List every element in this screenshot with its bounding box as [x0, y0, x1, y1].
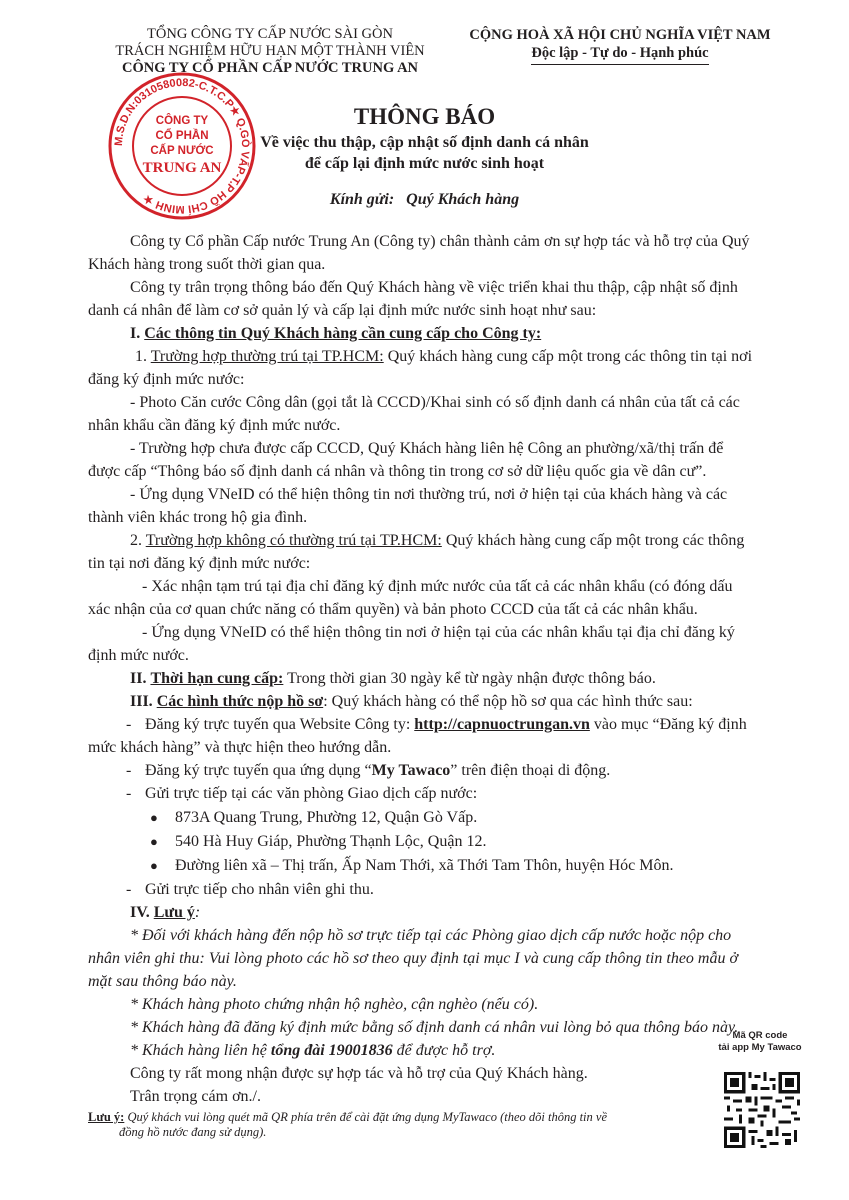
bullet-icon: ● — [150, 810, 158, 825]
parent-company: TỔNG CÔNG TY CẤP NƯỚC SÀI GÒN — [147, 26, 393, 42]
note-1-line-1: * Đối với khách hàng đến nộp hồ sơ trực tiếp tại các Phòng giao dịch cấp nước hoặc nộp cho — [130, 927, 732, 944]
case-2-label: Trường hợp không có thường trú tại TP.HCM: — [145, 532, 442, 549]
section-3-num: III. — [130, 693, 153, 710]
section-2-text: Trong thời gian 30 ngày kể từ ngày nhận được thông báo. — [283, 670, 656, 687]
case-1-item-a-2: nhân khẩu cần đăng ký định mức nước. — [88, 417, 341, 434]
section-3-line — [130, 692, 693, 712]
national-motto: Độc lập - Tự do - Hạnh phúc — [531, 44, 708, 65]
section-1-heading — [130, 324, 541, 344]
qr-caption-2: tải app My Tawaco — [718, 1042, 802, 1053]
section-4-num: IV. — [130, 904, 150, 921]
section-4-title: Lưu ý — [153, 904, 195, 921]
note-2: * Khách hàng photo chứng nhận hộ nghèo, cận nghèo (nếu có). — [130, 996, 539, 1013]
stamp-line-4: TRUNG AN — [142, 160, 222, 176]
case-2-item-a-1: - Xác nhận tạm trú tại địa chỉ đăng ký định mức nước của tất cả các nhân khẩu (có đóng dấu — [142, 578, 733, 595]
note-4 — [130, 1041, 495, 1061]
method-1-dash: - — [126, 716, 132, 733]
section-4-colon: : — [194, 904, 201, 921]
case-1-item-c-2: thành viên khác trong hộ gia đình. — [88, 509, 308, 526]
method-2-dash: - — [126, 762, 132, 779]
closing-2: Trân trọng cám ơn./. — [130, 1088, 261, 1105]
method-1-line-2: mức khách hàng” và thực hiện theo hướng dẫn. — [88, 739, 392, 756]
case-1-item-a-1: - Photo Căn cước Công dân (gọi tắt là CCCD)/Khai sinh có số định danh cá nhân của tất cả các — [130, 394, 740, 411]
case-1-line — [135, 347, 752, 367]
office-3: Đường liên xã – Thị trấn, Ấp Nam Thới, xã Thới Tam Thôn, huyện Hóc Môn. — [175, 857, 674, 874]
footer-label: Lưu ý: — [88, 1110, 125, 1124]
qr-code-icon[interactable] — [724, 1072, 800, 1148]
stamp-line-1: CÔNG TY — [155, 115, 209, 127]
header-right — [455, 26, 785, 65]
note-4-post: để được hỗ trợ. — [392, 1042, 496, 1059]
case-2-line — [130, 531, 744, 551]
company-name: CÔNG TY CỔ PHẦN CẤP NƯỚC TRUNG AN — [121, 60, 419, 76]
case-2-item-a-2: xác nhận của cơ quan chức năng có thẩm quyền) và bản photo CCCD của tất cả các nhân khẩu. — [88, 601, 698, 618]
note-1-line-2: nhân viên ghi thu: Vui lòng photo các hồ sơ theo quy định tại mục I và cung cấp thông tin theo mẫu ở — [88, 950, 739, 967]
method-2-line — [145, 761, 610, 781]
method-3-dash: - — [126, 785, 132, 802]
case-1-label: Trường hợp thường trú tại TP.HCM: — [150, 348, 384, 365]
case-1-text: Quý khách hàng cung cấp một trong các thông tin tại nơi — [383, 348, 753, 365]
stamp-ring-text: M.S.D.N:0310580082-C.T.C.P★ Q.GÒ VẤP-T.P HỒ CHÍ MINH ★ — [112, 76, 252, 216]
method-1-post: vào mục “Đăng ký định — [589, 716, 747, 733]
para-1-line-1: Công ty Cổ phần Cấp nước Trung An (Công ty) chân thành cảm ơn sự hợp tác và hỗ trợ của Quý — [130, 233, 750, 250]
qr-caption-1: Mã QR code — [732, 1030, 788, 1041]
section-3-text: : Quý khách hàng có thể nộp hồ sơ qua các hình thức sau: — [323, 693, 693, 710]
office-2: 540 Hà Huy Giáp, Phường Thạnh Lộc, Quận 12. — [175, 833, 487, 850]
recipient-line — [0, 191, 849, 209]
section-4-line — [130, 903, 200, 923]
note-1-line-3: mặt sau thông báo này. — [88, 973, 237, 990]
bullet-icon: ● — [150, 834, 158, 849]
method-2-post: ” trên điện thoại di động. — [450, 762, 611, 779]
app-name: My Tawaco — [371, 762, 451, 779]
para-1-line-2: Khách hàng trong suốt thời gian qua. — [88, 256, 326, 273]
stamp-line-3: CẤP NƯỚC — [150, 145, 214, 157]
stamp-line-2: CỔ PHẦN — [155, 130, 209, 142]
method-1-line — [145, 715, 747, 735]
case-1-item-b-1: - Trường hợp chưa được cấp CCCD, Quý Khách hàng liên hệ Công an phường/xã/thị trấn để — [130, 440, 724, 457]
closing-1: Công ty rất mong nhận được sự hợp tác và hỗ trợ của Quý Khách hàng. — [130, 1065, 588, 1082]
case-1-item-c-1: - Ứng dụng VNeID có thể hiện thông tin nơi thường trú, nơi ở hiện tại của khách hàng và các — [130, 486, 728, 503]
note-3: * Khách hàng đã đăng ký định mức bằng số định danh cá nhân vui lòng bỏ qua thông báo này. — [130, 1019, 739, 1036]
method-3-line: Gửi trực tiếp tại các văn phòng Giao dịch cấp nước: — [145, 785, 478, 802]
case-2-item-b-2: định mức nước. — [88, 647, 189, 664]
case-2-text: Quý khách hàng cung cấp một trong các thông — [441, 532, 745, 549]
case-2-num: 2. — [130, 532, 142, 549]
case-1-num: 1. — [135, 348, 147, 365]
section-3-title: Các hình thức nộp hồ sơ — [156, 693, 324, 710]
footer-note — [88, 1110, 688, 1140]
subtitle-2: để cấp lại định mức nước sinh hoạt — [304, 155, 545, 172]
section-1-num: I. — [130, 325, 141, 342]
case-1-item-b-2: được cấp “Thông báo số định danh cá nhân và thông tin trong cơ sở dữ liệu quốc gia về dân cư”. — [88, 463, 707, 480]
para-2-line-2: danh cá nhân để làm cơ sở quản lý và cấp lại định mức nước sinh hoạt như sau: — [88, 302, 597, 319]
qr-caption — [700, 1030, 820, 1054]
national-title: CỘNG HOÀ XÃ HỘI CHỦ NGHĨA VIỆT NAM — [469, 27, 771, 43]
footer-text-2: đồng hồ nước đang sử dụng). — [119, 1125, 267, 1139]
para-2-line-1: Công ty trân trọng thông báo đến Quý Khách hàng về việc triển khai thu thập, cập nhật số định — [130, 279, 738, 296]
document-title: THÔNG BÁO — [353, 104, 496, 129]
section-2-title: Thời hạn cung cấp: — [150, 670, 284, 687]
footer-text-1: Quý khách vui lòng quét mã QR phía trên để cài đặt ứng dụng MyTawaco (theo dõi thông tin về — [124, 1110, 607, 1124]
parent-company-type: TRÁCH NGHIỆM HỮU HẠN MỘT THÀNH VIÊN — [115, 43, 425, 59]
section-1-title: Các thông tin Quý Khách hàng cần cung cấp cho Công ty: — [144, 325, 542, 342]
method-4-dash: - — [126, 881, 132, 898]
subtitle-1: Về việc thu thập, cập nhật số định danh cá nhân — [260, 134, 589, 151]
method-1-pre: Đăng ký trực tuyến qua Website Công ty: — [145, 716, 415, 733]
website-link[interactable]: http://capnuoctrungan.vn — [414, 716, 590, 733]
note-4-pre: * Khách hàng liên hệ — [130, 1042, 271, 1059]
recipient-label: Kính gửi: — [329, 191, 395, 208]
hotline: tổng đài 19001836 — [270, 1042, 393, 1059]
section-2-num: II. — [130, 670, 147, 687]
case-2-item-b-1: - Ứng dụng VNeID có thể hiện thông tin nơi ở hiện tại của các nhân khẩu tại địa chỉ đăng ký — [142, 624, 735, 641]
recipient: Quý Khách hàng — [406, 191, 520, 208]
office-1: 873A Quang Trung, Phường 12, Quận Gò Vấp. — [175, 809, 478, 826]
bullet-icon: ● — [150, 858, 158, 873]
method-4-line: Gửi trực tiếp cho nhân viên ghi thu. — [145, 881, 374, 898]
case-1-line-2: đăng ký định mức nước: — [88, 371, 245, 388]
method-2-pre: Đăng ký trực tuyến qua ứng dụng “ — [145, 762, 372, 779]
case-2-line-2: tin tại nơi đăng ký định mức nước: — [88, 555, 311, 572]
section-2-line — [130, 669, 656, 689]
